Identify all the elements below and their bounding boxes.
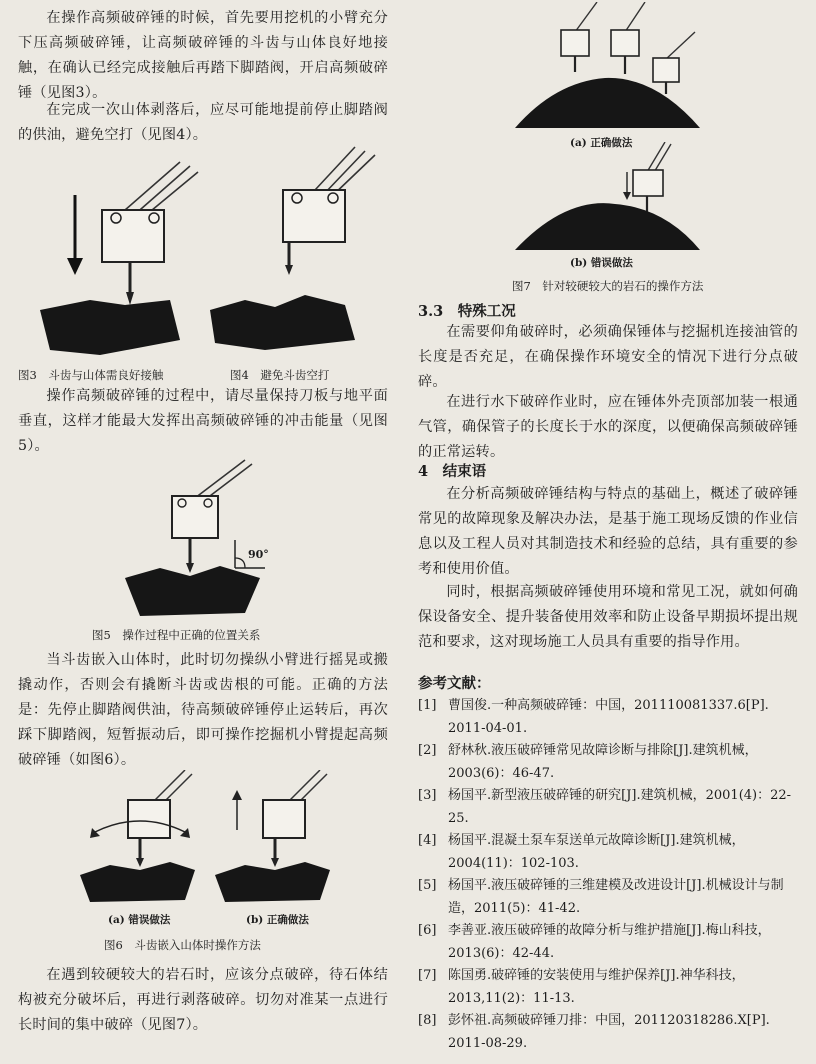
reference-number: [4] — [418, 833, 437, 848]
single-point-breaking-illustration — [505, 142, 705, 254]
reference-text: 曹国俊.一种高频破碎锤：中国，201110081337.6[P]. 2011-04-01. — [448, 698, 769, 736]
reference-number: [8] — [418, 1013, 437, 1028]
reference-text: 杨国平.新型液压破碎锤的研究[J].建筑机械，2001(4)：22-25. — [448, 788, 792, 826]
references-list — [418, 695, 796, 1055]
paragraph-conclusion-2: 同时，根据高频破碎锤使用环境和常见工况，就如何确保设备安全、提升装备使用效率和防止设备早期损坏提出规范和要求，这对现场施工人员具有重要的指导作用。 — [418, 584, 798, 650]
reference-item — [418, 875, 796, 920]
figure-7b-label: (b) 错误做法 — [570, 257, 633, 269]
reference-item — [418, 830, 796, 875]
breaker-wrong-illustration — [70, 770, 210, 905]
reference-number: [5] — [418, 878, 437, 893]
reference-item — [418, 785, 796, 830]
reference-text: 舒林秋.液压破碎锤常见故障诊断与排除[J].建筑机械，2003(6)：46-47. — [448, 743, 758, 781]
figure-7b — [505, 142, 705, 254]
breaker-idle-strike-illustration — [205, 145, 385, 355]
figure-3 — [30, 160, 200, 360]
figure-6-caption: 图6 斗齿嵌入山体时操作方法 — [104, 938, 261, 952]
reference-item — [418, 1010, 796, 1055]
paragraph-fig3-intro: 在操作高频破碎锤的时候，首先要用挖机的小臂充分下压高频破碎锤，让高频破碎锤的斗齿与山体良好地接触，在确认已经完成接触后再踏下脚踏阀，开启高频破碎锤（见图3）。 — [18, 10, 388, 101]
reference-number: [2] — [418, 743, 437, 758]
paragraph-conclusion-1: 在分析高频破碎锤结构与特点的基础上，概述了破碎锤常见的故障现象及解决办法，是基于施工现场反馈的作业信息以及工程人员对其制造技术和经验的总结，具有重要的参考和使用价值。 — [418, 486, 798, 577]
figure-7a — [505, 2, 705, 130]
paragraph-fig7-intro: 在遇到较硬较大的岩石时，应该分点破碎，待石体结构被充分破坏后，再进行剥落破碎。切勿对准某一点进行长时间的集中破碎（见图7）。 — [18, 967, 388, 1033]
paragraph-fig4-intro: 在完成一次山体剥落后，应尽可能地提前停止脚踏阀的供油，避免空打（见图4）。 — [18, 102, 388, 143]
figure-6a-label: (a) 错误做法 — [108, 914, 171, 926]
figure-5-caption: 图5 操作过程中正确的位置关系 — [92, 628, 261, 642]
reference-number: [1] — [418, 698, 437, 713]
reference-item — [418, 965, 796, 1010]
figure-5 — [120, 458, 290, 618]
reference-text: 李善亚.液压破碎锤的故障分析与维护措施[J].梅山科技，2013(6)：42-44. — [448, 923, 771, 961]
breaker-right-illustration — [205, 770, 345, 905]
section-3-3-heading: 3.3 特殊工况 — [418, 303, 516, 320]
figure-6b-label: (b) 正确做法 — [246, 914, 309, 926]
reference-item — [418, 920, 796, 965]
paragraph-underwater-breaking: 在进行水下破碎作业时，应在锤体外壳顶部加装一根通气管，确保管子的长度长于水的深度，以便确保高频破碎锤的正常运转。 — [418, 394, 798, 460]
figure-6b — [205, 770, 345, 905]
right-angle-label: 90° — [248, 548, 269, 561]
reference-text: 杨国平.液压破碎锤的三维建模及改进设计[J].机械设计与制造，2011(5)：41-42. — [448, 878, 784, 916]
breaker-contact-illustration — [30, 160, 200, 360]
breaker-vertical-illustration — [120, 458, 290, 618]
reference-item — [418, 740, 796, 785]
paragraph-fig6-intro: 当斗齿嵌入山体时，此时切勿操纵小臂进行摇晃或搬撬动作，否则会有撬断斗齿或齿根的可能。正确的方法是：先停止脚踏阀供油，待高频破碎锤停止运转后，再次踩下脚踏阀，短暂振动后，即可操作挖掘机小臂提起高频破碎锤（如图6）。 — [18, 652, 388, 768]
figure-6a — [70, 770, 210, 905]
reference-text: 陈国勇.破碎锤的安装使用与维护保养[J].神华科技，2013,11(2)：11-13. — [448, 968, 745, 1006]
paragraph-elevation-breaking: 在需要仰角破碎时，必须确保锤体与挖掘机连接油管的长度是否充足，在确保操作环境安全的情况下进行分点破碎。 — [418, 324, 798, 390]
references-title: 参考文献： — [418, 675, 491, 692]
reference-item — [418, 695, 796, 740]
reference-text: 彭怀祖.高频破碎锤刀排：中国，201120318286.X[P]. 2011-08-29. — [448, 1013, 770, 1051]
figure-4 — [205, 145, 385, 355]
paragraph-fig5-intro: 操作高频破碎锤的过程中，请尽量保持刀板与地平面垂直，这样才能最大发挥出高频破碎锤的冲击能量（见图5）。 — [18, 388, 388, 454]
figure-7a-label: (a) 正确做法 — [570, 137, 633, 149]
reference-number: [3] — [418, 788, 437, 803]
figure-7-caption: 图7 针对较硬较大的岩石的操作方法 — [512, 279, 704, 293]
reference-text: 杨国平.混凝土泵车泵送单元故障诊断[J].建筑机械，2004(11)：102-103. — [448, 833, 745, 871]
reference-number: [7] — [418, 968, 437, 983]
reference-number: [6] — [418, 923, 437, 938]
section-4-heading: 4 结束语 — [418, 463, 487, 480]
multi-point-breaking-illustration — [505, 2, 705, 130]
figure-3-caption: 图3 斗齿与山体需良好接触 — [18, 368, 164, 382]
figure-4-caption: 图4 避免斗齿空打 — [230, 368, 330, 382]
